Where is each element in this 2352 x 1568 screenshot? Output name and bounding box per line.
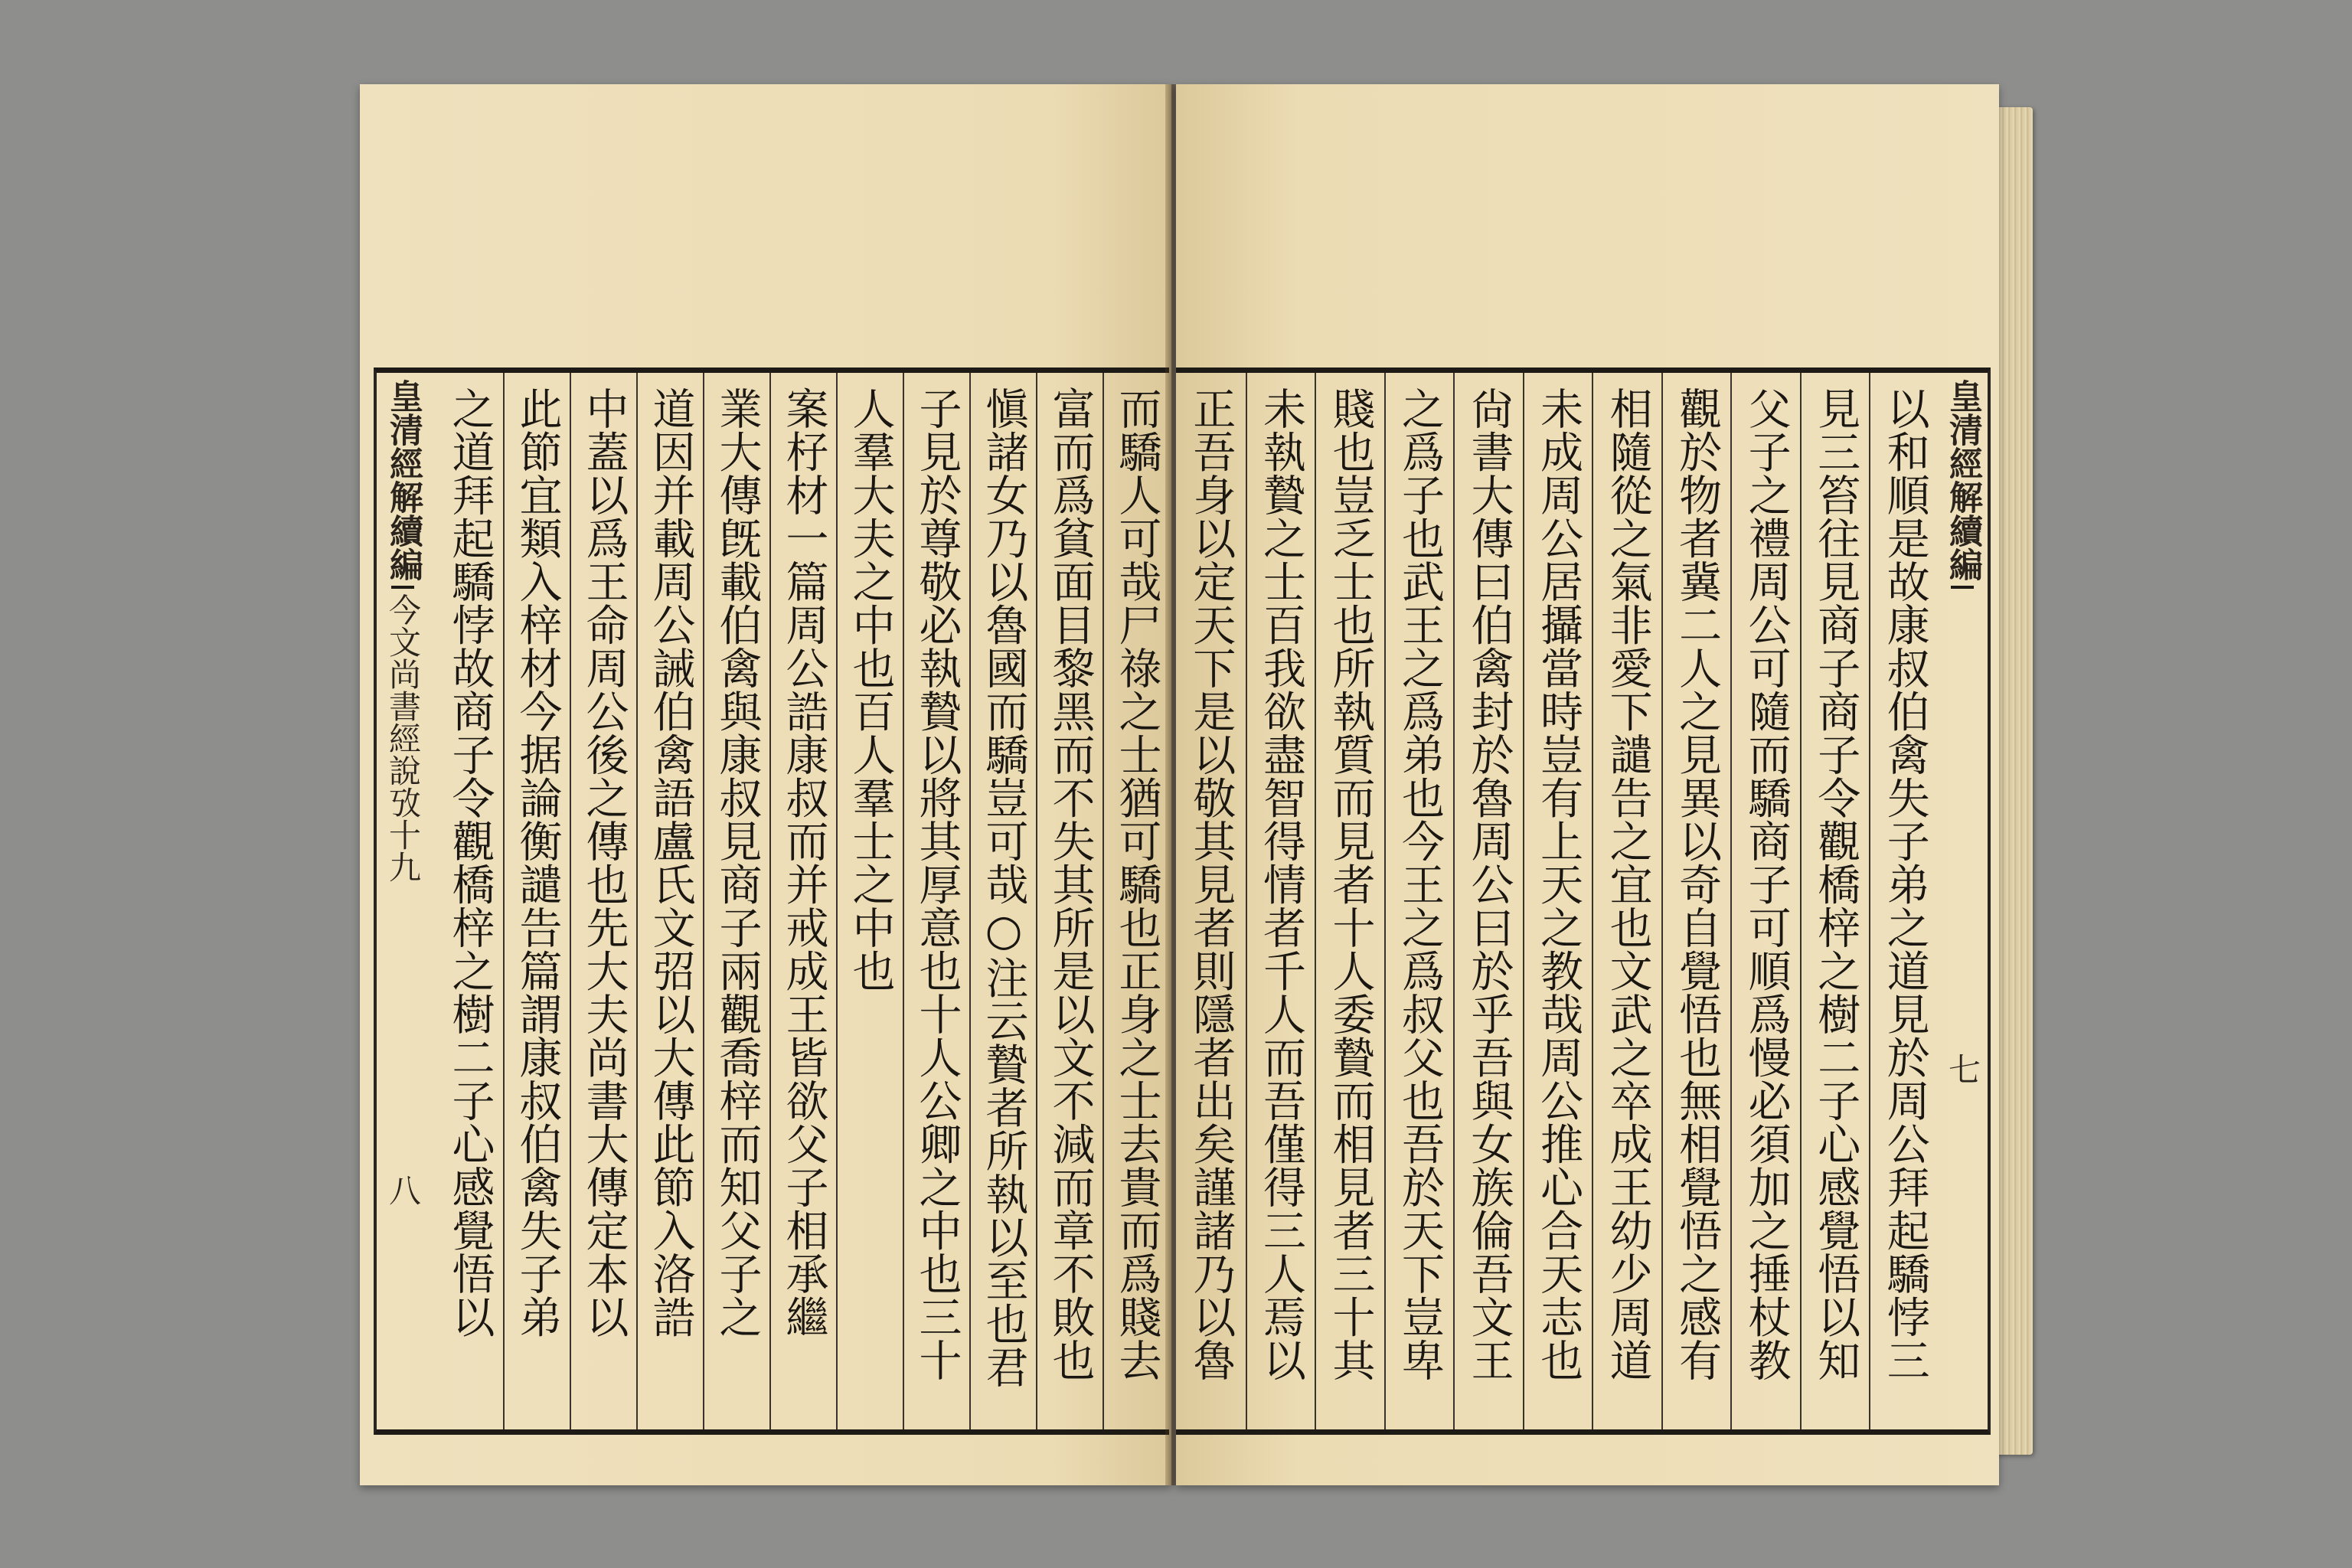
text-column [1315,373,1384,1429]
text-column [769,373,836,1429]
column-text: 之爲子也武王之爲弟也今王之爲叔父也吾於天下豈卑 [1395,387,1446,1382]
column-text: 相隨從之氣非愛下譴告之宜也文武之卒成王幼少周道 [1602,387,1653,1382]
text-column [1800,373,1870,1429]
right-text-frame [1176,368,1991,1435]
right-folio: 七 [1944,1053,1981,1085]
text-column [1730,373,1800,1429]
text-column [1036,373,1102,1429]
column-text: 富而爲貧面目黎黑而不失其所是以文不減而章不敗也 [1045,387,1096,1382]
text-column [1246,373,1315,1429]
column-text: 尙書大傳曰伯禽封於魯周公曰於乎吾與女族倫吾文王 [1464,387,1514,1382]
column-text: 觀於物者冀二人之見異以奇自覺悟也無相覺悟之感有 [1672,387,1723,1382]
text-column [1869,373,1939,1429]
text-column [636,373,703,1429]
text-column [1384,373,1454,1429]
left-page [360,84,1171,1485]
left-margin-subtitle: 今文尚書經說攷十九 [384,593,422,883]
left-folio: 八 [384,1174,422,1206]
text-column [1661,373,1731,1429]
column-text: 道因并載周公誡伯禽語盧氏文弨以大傳此節入洛誥 [645,387,696,1338]
left-columns [436,373,1169,1429]
open-book [360,84,2010,1485]
column-text: 未執贄之士百我欲盡智得情者千人而吾僅得三人焉以 [1256,387,1306,1382]
column-text: 見三笞往見商子商子令觀橋梓之樹二子心感覺悟以知 [1811,387,1861,1382]
fold-mark [1951,586,1974,589]
column-text: 業大傳旣載伯禽與康叔見商子兩觀喬梓而知父子之 [712,387,763,1338]
left-margin-strip [375,371,430,1420]
column-text: 而驕人可哉尸祿之士猶可驕也正身之士去貴而爲賤去 [1112,387,1162,1382]
text-column [836,373,903,1429]
column-text: 以和順是故康叔伯禽失子弟之道見於周公拜起驕悖三 [1880,387,1930,1382]
text-column [903,373,969,1429]
column-text: 未成周公居攝當時豈有上天之教哉周公推心合天志也 [1534,387,1584,1382]
left-text-frame [374,368,1169,1435]
text-column [969,373,1036,1429]
text-column [703,373,769,1429]
text-column [1453,373,1523,1429]
right-columns [1176,373,1939,1429]
column-text: 父子之禮周公可隨而驕商子可順爲慢必須加之捶杖教 [1741,387,1792,1382]
left-margin-title: 皇清經解續編 [384,379,423,581]
text-column [1523,373,1592,1429]
column-text: 之道拜起驕悖故商子令觀橋梓之樹二子心感覺悟以 [445,387,495,1338]
right-margin-strip [1939,371,1985,1420]
column-text: 人羣大夫之中也百人羣士之中也 [845,387,896,992]
text-column [1592,373,1661,1429]
text-column [503,373,570,1429]
column-text: 愼諸女乃以魯國而驕豈可哉○注云贄者所執以至也君 [978,387,1029,1389]
column-text: 子見於尊敬必執贄以將其厚意也十人公卿之中也三十 [912,387,962,1382]
right-page [1176,84,1999,1485]
column-text: 賤也豈乏士也所執質而見者十人委贄而相見者三十其 [1325,387,1376,1382]
column-text: 中蓋以爲王命周公後之傳也先大夫尚書大傳定本以 [579,387,629,1338]
text-column [1176,373,1246,1429]
column-text: 此節宜類入梓材今据論衡譴告篇謂康叔伯禽失子弟 [512,387,563,1338]
text-column [436,373,503,1429]
column-text: 案杍材一篇周公誥康叔而并戒成王皆欲父子相承繼 [779,387,829,1338]
right-margin-title: 皇清經解續編 [1943,379,1982,581]
column-text: 正吾身以定天下是以敬其見者則隱者出矣謹諸乃以魯 [1186,387,1236,1382]
text-column [1102,373,1169,1429]
text-column [570,373,636,1429]
fold-mark [391,586,414,589]
